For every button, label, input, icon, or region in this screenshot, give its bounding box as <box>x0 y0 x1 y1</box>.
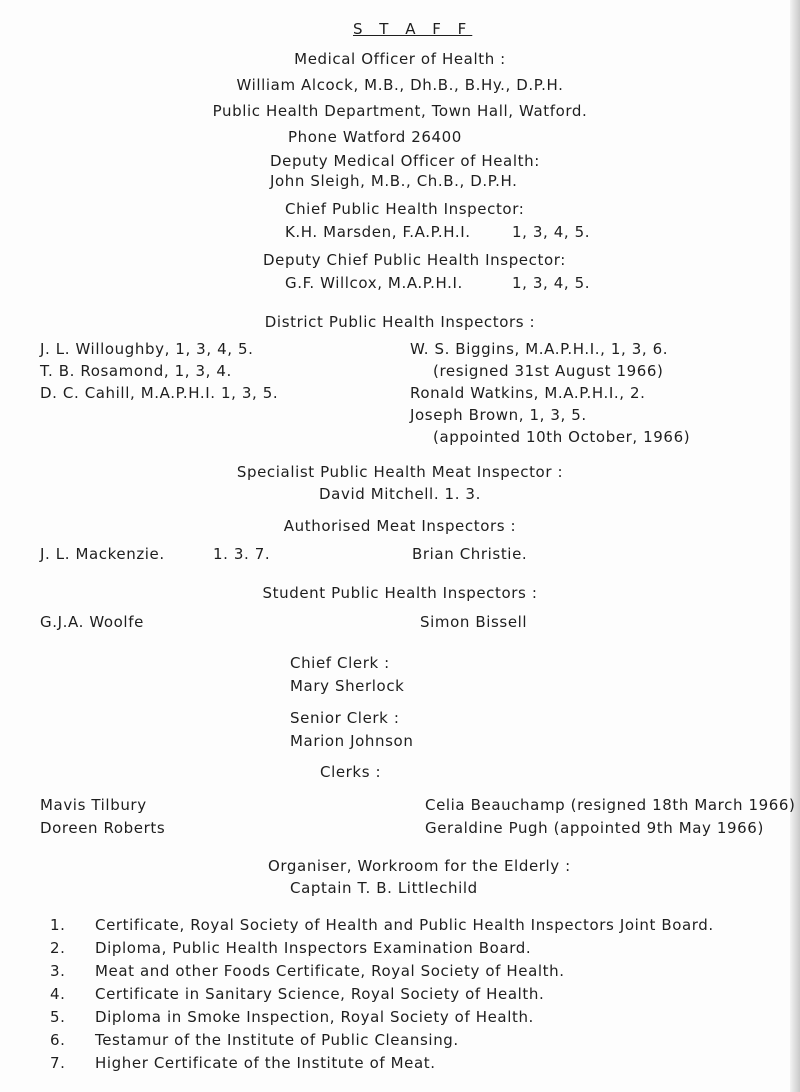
senior-clerk-name: Marion Johnson <box>290 732 414 750</box>
clerk-left-1: Mavis Tilbury <box>40 796 147 814</box>
authorised-meat-right: Brian Christie. <box>412 545 528 563</box>
clerk-right-1: Celia Beauchamp (resigned 18th March 1966) <box>425 796 796 814</box>
footnote-number: 7. <box>50 1054 66 1072</box>
chief-phi-quals: 1, 3, 4, 5. <box>512 223 591 241</box>
organiser-heading: Organiser, Workroom for the Elderly : <box>268 857 571 875</box>
footnote-text: Certificate, Royal Society of Health and Public Health Inspectors Joint Board. <box>95 916 714 934</box>
district-phi-heading: District Public Health Inspectors : <box>264 313 536 331</box>
district-phi-right-5: (appointed 10th October, 1966) <box>433 428 691 446</box>
district-phi-left-3: D. C. Cahill, M.A.P.H.I. 1, 3, 5. <box>40 384 279 402</box>
footnote-number: 2. <box>50 939 66 957</box>
clerk-left-2: Doreen Roberts <box>40 819 166 837</box>
district-phi-right-3: Ronald Watkins, M.A.P.H.I., 2. <box>410 384 646 402</box>
district-phi-right-1: W. S. Biggins, M.A.P.H.I., 1, 3, 6. <box>410 340 669 358</box>
footnote-text: Testamur of the Institute of Public Cleansing. <box>95 1031 459 1049</box>
student-phi-right: Simon Bissell <box>420 613 528 631</box>
deputy-chief-phi-quals: 1, 3, 4, 5. <box>512 274 591 292</box>
footnote-number: 5. <box>50 1008 66 1026</box>
moh-name: William Alcock, M.B., Dh.B., B.Hy., D.P.H. <box>236 76 564 94</box>
meat-inspector-name: David Mitchell. 1. 3. <box>319 485 481 503</box>
page-edge-shadow <box>790 0 800 1092</box>
district-phi-left-2: T. B. Rosamond, 1, 3, 4. <box>40 362 232 380</box>
deputy-chief-phi-heading: Deputy Chief Public Health Inspector: <box>263 251 566 269</box>
footnote-text: Meat and other Foods Certificate, Royal Society of Health. <box>95 962 565 980</box>
moh-phone: Phone Watford 26400 <box>288 128 462 146</box>
footnote-number: 4. <box>50 985 66 1003</box>
footnote-text: Diploma in Smoke Inspection, Royal Society of Health. <box>95 1008 534 1026</box>
student-phi-left: G.J.A. Woolfe <box>40 613 144 631</box>
footnote-number: 3. <box>50 962 66 980</box>
chief-clerk-heading: Chief Clerk : <box>290 654 390 672</box>
clerks-heading: Clerks : <box>320 763 382 781</box>
footnote-number: 6. <box>50 1031 66 1049</box>
deputy-moh-name: John Sleigh, M.B., Ch.B., D.P.H. <box>270 172 518 190</box>
page-title: S T A F F <box>353 20 473 38</box>
moh-address: Public Health Department, Town Hall, Watford. <box>212 102 588 120</box>
authorised-meat-quals: 1. 3. 7. <box>213 545 271 563</box>
clerk-right-2: Geraldine Pugh (appointed 9th May 1966) <box>425 819 764 837</box>
district-phi-right-4: Joseph Brown, 1, 3, 5. <box>410 406 587 424</box>
senior-clerk-heading: Senior Clerk : <box>290 709 400 727</box>
district-phi-left-1: J. L. Willoughby, 1, 3, 4, 5. <box>40 340 254 358</box>
district-phi-right-2: (resigned 31st August 1966) <box>433 362 664 380</box>
authorised-meat-heading: Authorised Meat Inspectors : <box>283 517 517 535</box>
footnote-text: Higher Certificate of the Institute of Meat. <box>95 1054 436 1072</box>
deputy-chief-phi-name: G.F. Willcox, M.A.P.H.I. <box>285 274 463 292</box>
chief-phi-heading: Chief Public Health Inspector: <box>285 200 525 218</box>
footnote-text: Diploma, Public Health Inspectors Examination Board. <box>95 939 532 957</box>
deputy-moh-heading: Deputy Medical Officer of Health: <box>270 152 540 170</box>
meat-inspector-heading: Specialist Public Health Meat Inspector : <box>236 463 564 481</box>
student-phi-heading: Student Public Health Inspectors : <box>262 584 538 602</box>
footnote-number: 1. <box>50 916 66 934</box>
authorised-meat-left: J. L. Mackenzie. <box>40 545 165 563</box>
footnote-text: Certificate in Sanitary Science, Royal Society of Health. <box>95 985 545 1003</box>
chief-clerk-name: Mary Sherlock <box>290 677 405 695</box>
chief-phi-name: K.H. Marsden, F.A.P.H.I. <box>285 223 471 241</box>
organiser-name: Captain T. B. Littlechild <box>290 879 478 897</box>
moh-heading: Medical Officer of Health : <box>294 50 506 68</box>
